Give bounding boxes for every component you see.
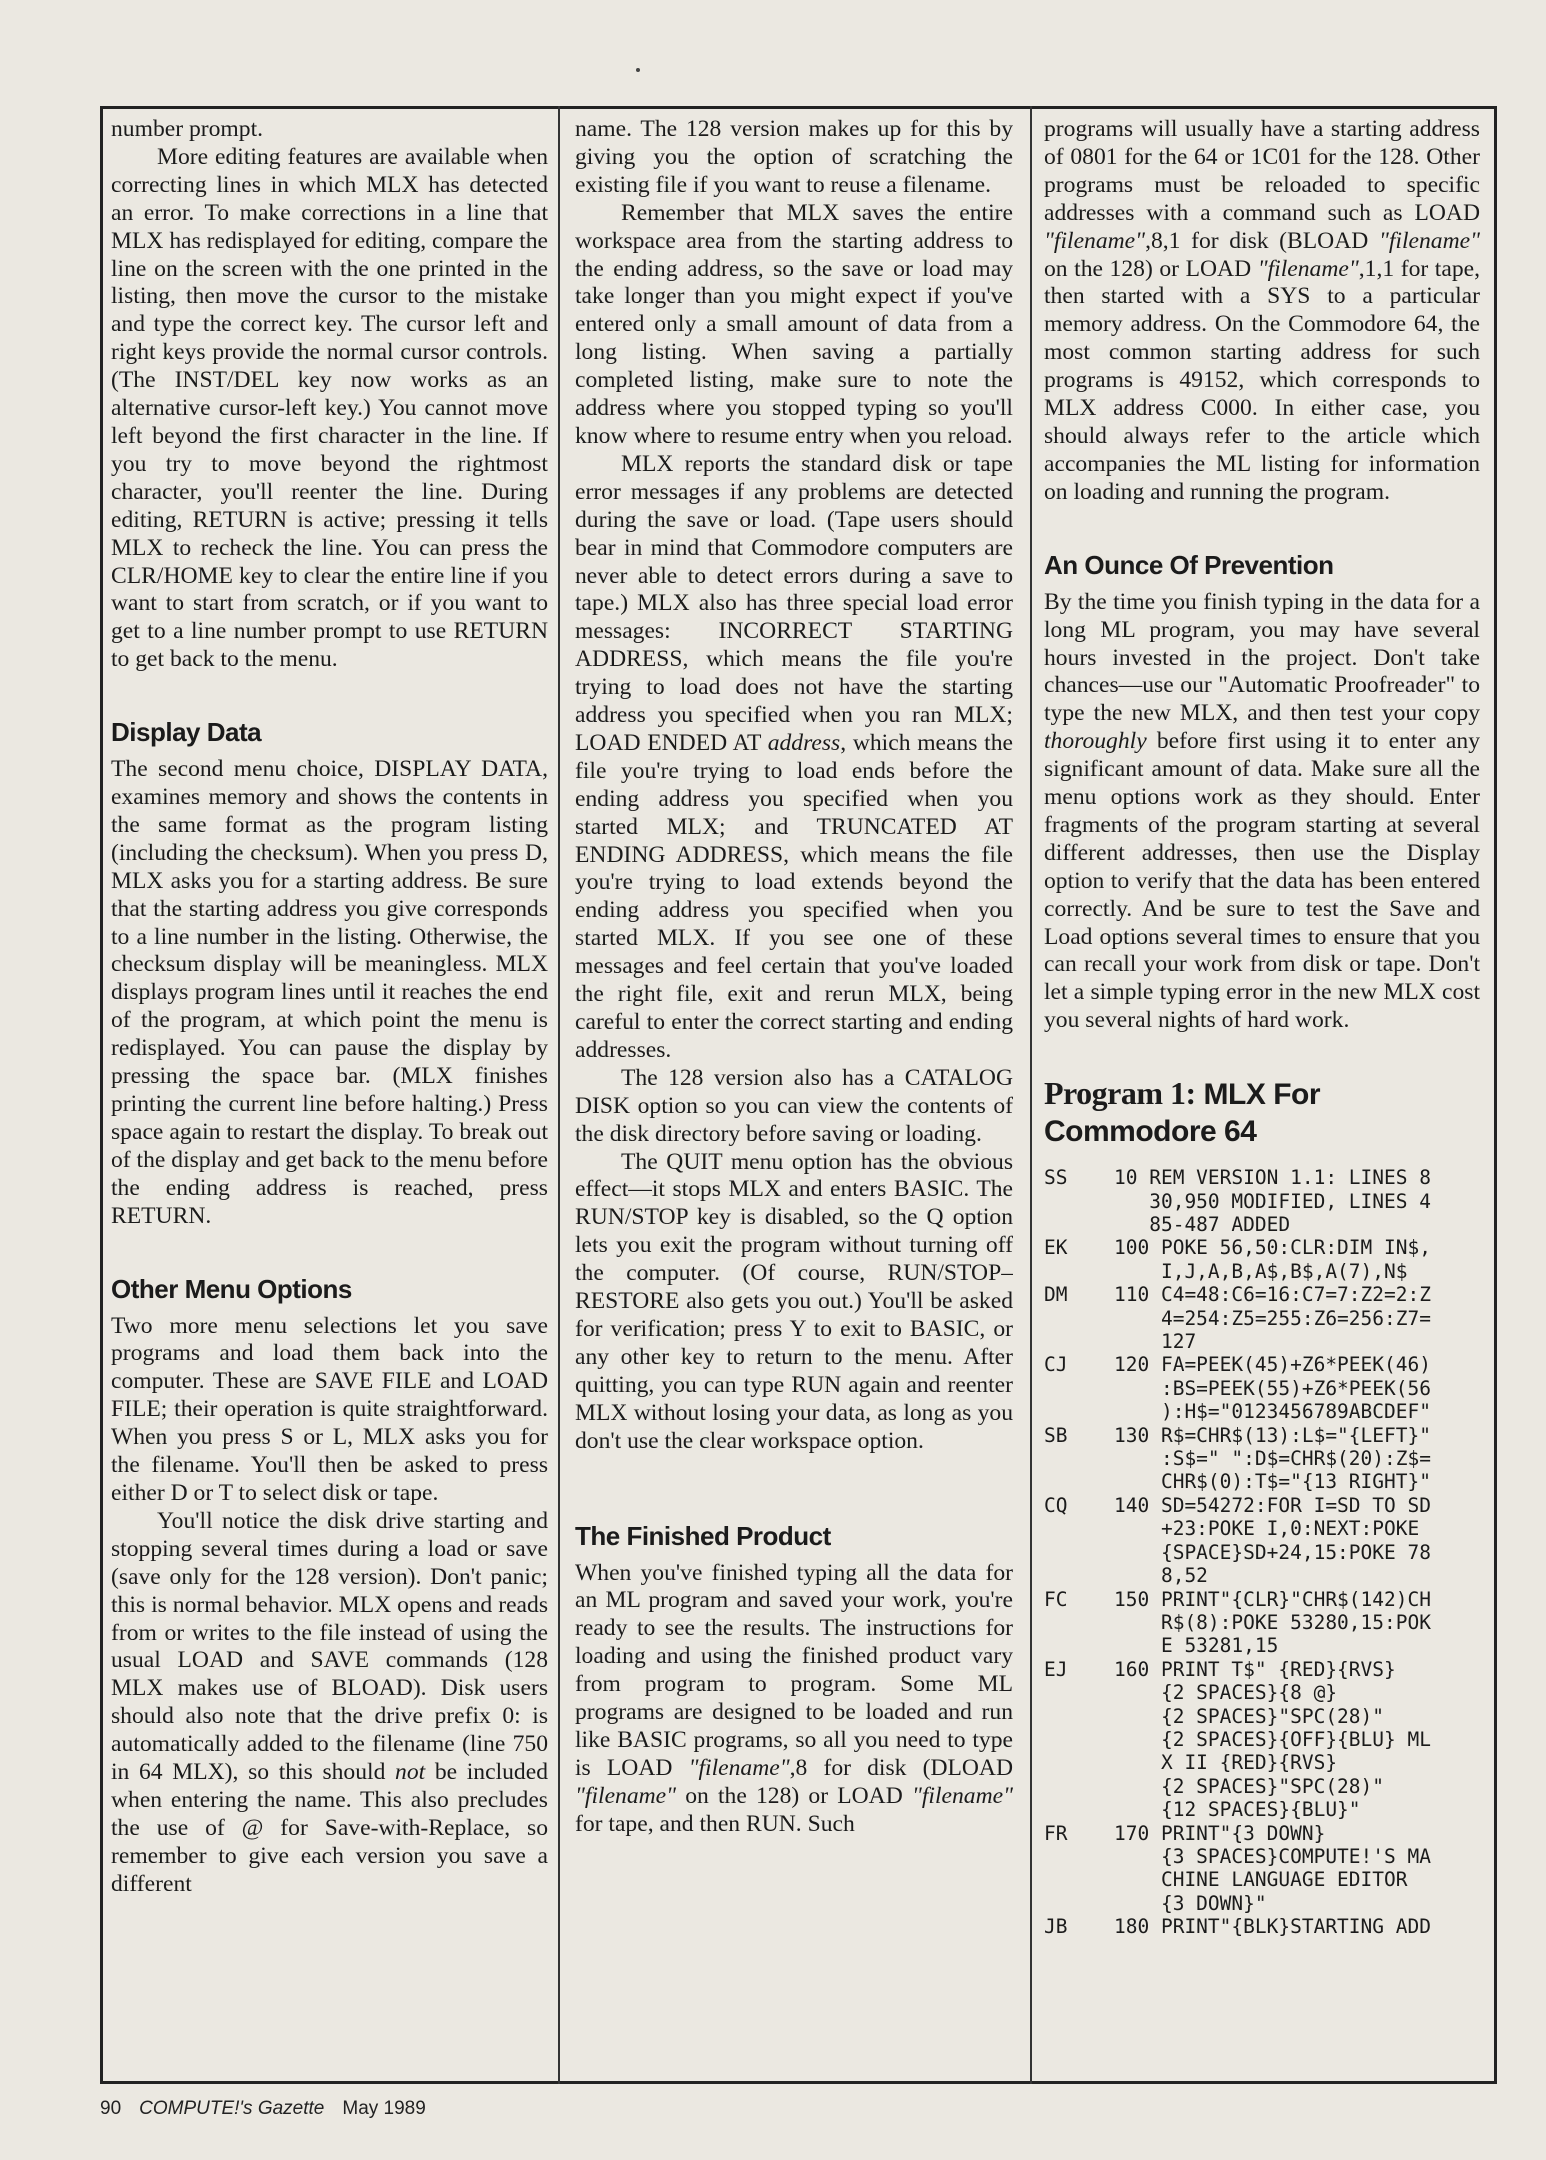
code-text: 100 POKE 56,50:CLR:DIM IN$, I,J,A,B,A$,B$,A(7),N$ (1114, 1236, 1431, 1283)
checksum-tag: DM (1044, 1283, 1068, 1307)
code-text: 160 PRINT T$" {RED}{RVS} {2 SPACES}{8 @} {2 SPACES}"SPC(28)" {2 SPACES}{OFF}{BLU} ML X II {RED}{RVS} {2 SPACES}"SPC(28)" {12 SPACES}{BLU}" (1114, 1657, 1431, 1822)
paragraph: Remember that MLX saves the entire workspace area from the starting address to the ending address, so the save or load may take longer than you might expect if you've entered only a small amount of data from a long listing. When saving a partially completed listing, make sure to note the address where you stopped typing so you'll know where to resume entry when you reload. (575, 199, 1013, 449)
program-heading: Program 1: MLX For Commodore 64 (1044, 1075, 1321, 1149)
code-text: 110 C4=48:C6=16:C7=7:Z2=2:Z 4=254:Z5=255:Z6=256:Z7= 127 (1114, 1283, 1431, 1354)
code-text: 180 PRINT"{BLK}STARTING ADD (1114, 1915, 1431, 1939)
listing-line (1044, 1166, 1480, 1236)
page-number: 90 (100, 2098, 122, 2119)
checksum-tag: JB (1044, 1915, 1068, 1939)
issue-date: May 1989 (342, 2098, 426, 2119)
code-text: 130 R$=CHR$(13):L$="{LEFT}" :S$=" ":D$=CHR$(20):Z$= CHR$(0):T$="{13 RIGHT}" (1114, 1423, 1431, 1494)
paragraph: When you've finished typing all the data for an ML program and saved your work, you're ready to see the results. The instructions for loading and using the finished product vary from program to program. Some ML programs are designed to be loaded and run like BASIC programs, so all you need to type is LOAD "filename",8 for disk (DLOAD "filename" on the 128) or LOAD "filename" for tape, and then RUN. Such (575, 1559, 1013, 1837)
listing-line (1044, 1283, 1480, 1353)
heading-other-menu-options: Other Menu Options (111, 1273, 352, 1304)
code-text: 10 REM VERSION 1.1: LINES 8 30,950 MODIFIED, LINES 4 85-487 ADDED (1114, 1166, 1431, 1236)
checksum-tag: FC (1044, 1587, 1068, 1611)
checksum-tag: CQ (1044, 1493, 1068, 1517)
code-text: 170 PRINT"{3 DOWN} {3 SPACES}COMPUTE!'S MA CHINE LANGUAGE EDITOR {3 DOWN}" (1114, 1821, 1431, 1915)
column-2 (575, 116, 1013, 2076)
checksum-tag: CJ (1044, 1353, 1068, 1377)
listing-line (1044, 1658, 1480, 1822)
paragraph: The second menu choice, DISPLAY DATA, examines memory and shows the contents in the same format as the program listing (including the checksum). When you press D, MLX asks you for a starting address. Be sure that the starting address you give corresponds to a line number in the listing. Otherwise, the checksum display will be meaningless. MLX displays program lines until it reaches the end of the program, at which point the menu is redisplayed. You can pause the display by pressing the space bar. (MLX finishes printing the current line before halting.) Press space again to restart the display. To break out of the display and get back to the menu before the ending address is reached, press RETURN. (111, 756, 548, 1229)
column-1 (111, 116, 548, 2076)
magazine-name: COMPUTE!'s Gazette (139, 2098, 325, 2119)
listing-line (1044, 1915, 1480, 1938)
checksum-tag: FR (1044, 1821, 1068, 1845)
checksum-tag: EJ (1044, 1657, 1068, 1681)
paragraph: The 128 version also has a CATALOG DISK option so you can view the contents of the disk directory before saving or loading. (575, 1064, 1013, 1147)
paragraph: You'll notice the disk drive starting and stopping several times during a load or save (save only for the 128 version). Don't panic; this is normal behavior. MLX opens and reads from or writes to the file instead of using the usual LOAD and SAVE commands (128 MLX makes use of BLOAD). Disk users should also note that the drive prefix 0: is automatically added to the filename (line 750 in 64 MLX), so this should not be included when entering the name. This also precludes the use of @ for Save-with-Replace, so remember to give each version you save a different (111, 1507, 548, 1897)
page-footer (100, 2098, 426, 2120)
program-listing (1044, 1166, 1480, 1938)
printer-dot (636, 68, 640, 72)
heading-ounce-of-prevention: An Ounce Of Prevention (1044, 549, 1334, 580)
checksum-tag: SS (1044, 1166, 1068, 1190)
paragraph: name. The 128 version makes up for this by giving you the option of scratching the existing file if you want to reuse a filename. (575, 116, 1013, 198)
listing-line (1044, 1236, 1480, 1283)
column-divider-2 (1030, 106, 1032, 2084)
column-3 (1044, 116, 1480, 2076)
code-text: 140 SD=54272:FOR I=SD TO SD +23:POKE I,0:NEXT:POKE {SPACE}SD+24,15:POKE 78 8,52 (1114, 1493, 1431, 1588)
listing-line (1044, 1588, 1480, 1658)
checksum-tag: SB (1044, 1423, 1068, 1447)
code-text: 150 PRINT"{CLR}"CHR$(142)CH R$(8):POKE 53280,15:POK E 53281,15 (1114, 1587, 1431, 1658)
paragraph: Two more menu selections let you save programs and load them back into the computer. These are SAVE FILE and LOAD FILE; their operation is quite straightforward. When you press S or L, MLX asks you for the filename. You'll then be asked to press either D or T to select disk or tape. (111, 1312, 548, 1506)
paragraph: number prompt. (111, 116, 264, 142)
paragraph: More editing features are available when correcting lines in which MLX has detected an error. To make corrections in a line that MLX has redisplayed for editing, compare the line on the screen with the one printed in the listing, then move the cursor to the mistake and type the correct key. The cursor left and right keys provide the normal cursor controls. (The INST/DEL key now works as an alternative cursor-left key.) You cannot move left beyond the first character in the line. If you try to move beyond the rightmost character, you'll reenter the line. During editing, RETURN is active; pressing it tells MLX to recheck the line. You can press the CLR/HOME key to clear the entire line if you want to start from scratch, or if you want to get to a line number prompt to use RETURN to get back to the menu. (111, 143, 548, 673)
listing-line (1044, 1494, 1480, 1588)
paragraph: programs will usually have a starting address of 0801 for the 64 or 1C01 for the 128. Other programs must be reloaded to specific addresses with a command such as LOAD "filename",8,1 for disk (BLOAD "filename" on the 128) or LOAD "filename",1,1 for tape, then started with a SYS to a particular memory address. On the Commodore 64, the most common starting address for such programs is 49152, which corresponds to MLX address C000. In either case, you should always refer to the article which accompanies the ML listing for information on loading and running the program. (1044, 116, 1480, 505)
column-divider-1 (558, 106, 560, 2084)
checksum-tag: EK (1044, 1236, 1068, 1260)
listing-line (1044, 1822, 1480, 1916)
listing-line (1044, 1424, 1480, 1494)
paragraph: By the time you finish typing in the data for a long ML program, you may have several hours invested in the project. Don't take chances—use our "Automatic Proofreader" to type the new MLX, and then test your copy thoroughly before first using it to enter any significant amount of data. Make sure all the menu options work as they should. Enter fragments of the program starting at several different addresses, then use the Display option to verify that the data has been entered correctly. And be sure to test the Save and Load options several times to ensure that you can recall your work from disk or tape. Don't let a simple typing error in the new MLX cost you several nights of hard work. (1044, 588, 1480, 1034)
paragraph: The QUIT menu option has the obvious effect—it stops MLX and enters BASIC. The RUN/STOP key is disabled, so the Q option lets you exit the program without turning off the computer. (Of course, RUN/STOP–RESTORE also gets you out.) You'll be asked for verification; press Y to exit to BASIC, or any other key to return to the menu. After quitting, you can type RUN again and reenter MLX without losing your data, as long as you don't use the clear workspace option. (575, 1148, 1013, 1454)
listing-line (1044, 1353, 1480, 1423)
paragraph: MLX reports the standard disk or tape error messages if any problems are detected during the save or load. (Tape users should bear in mind that Commodore computers are never able to detect errors during a save to tape.) MLX also has three special load error messages: INCORRECT STARTING ADDRESS, which means the file you're trying to load does not have the starting address you specified when you ran MLX; LOAD ENDED AT address, which means the file you're trying to load ends before the ending address you specified when you started MLX; and TRUNCATED AT ENDING ADDRESS, which means the file you're trying to load extends beyond the ending address you specified when you started MLX. If you see one of these messages and feel certain that you've loaded the right file, exit and rerun MLX, being careful to enter the correct starting and ending addresses. (575, 450, 1013, 1063)
code-text: 120 FA=PEEK(45)+Z6*PEEK(46) :BS=PEEK(55)+Z6*PEEK(56 ):H$="0123456789ABCDEF" (1114, 1353, 1431, 1424)
heading-display-data: Display Data (111, 717, 262, 748)
heading-finished-product: The Finished Product (575, 1520, 831, 1551)
